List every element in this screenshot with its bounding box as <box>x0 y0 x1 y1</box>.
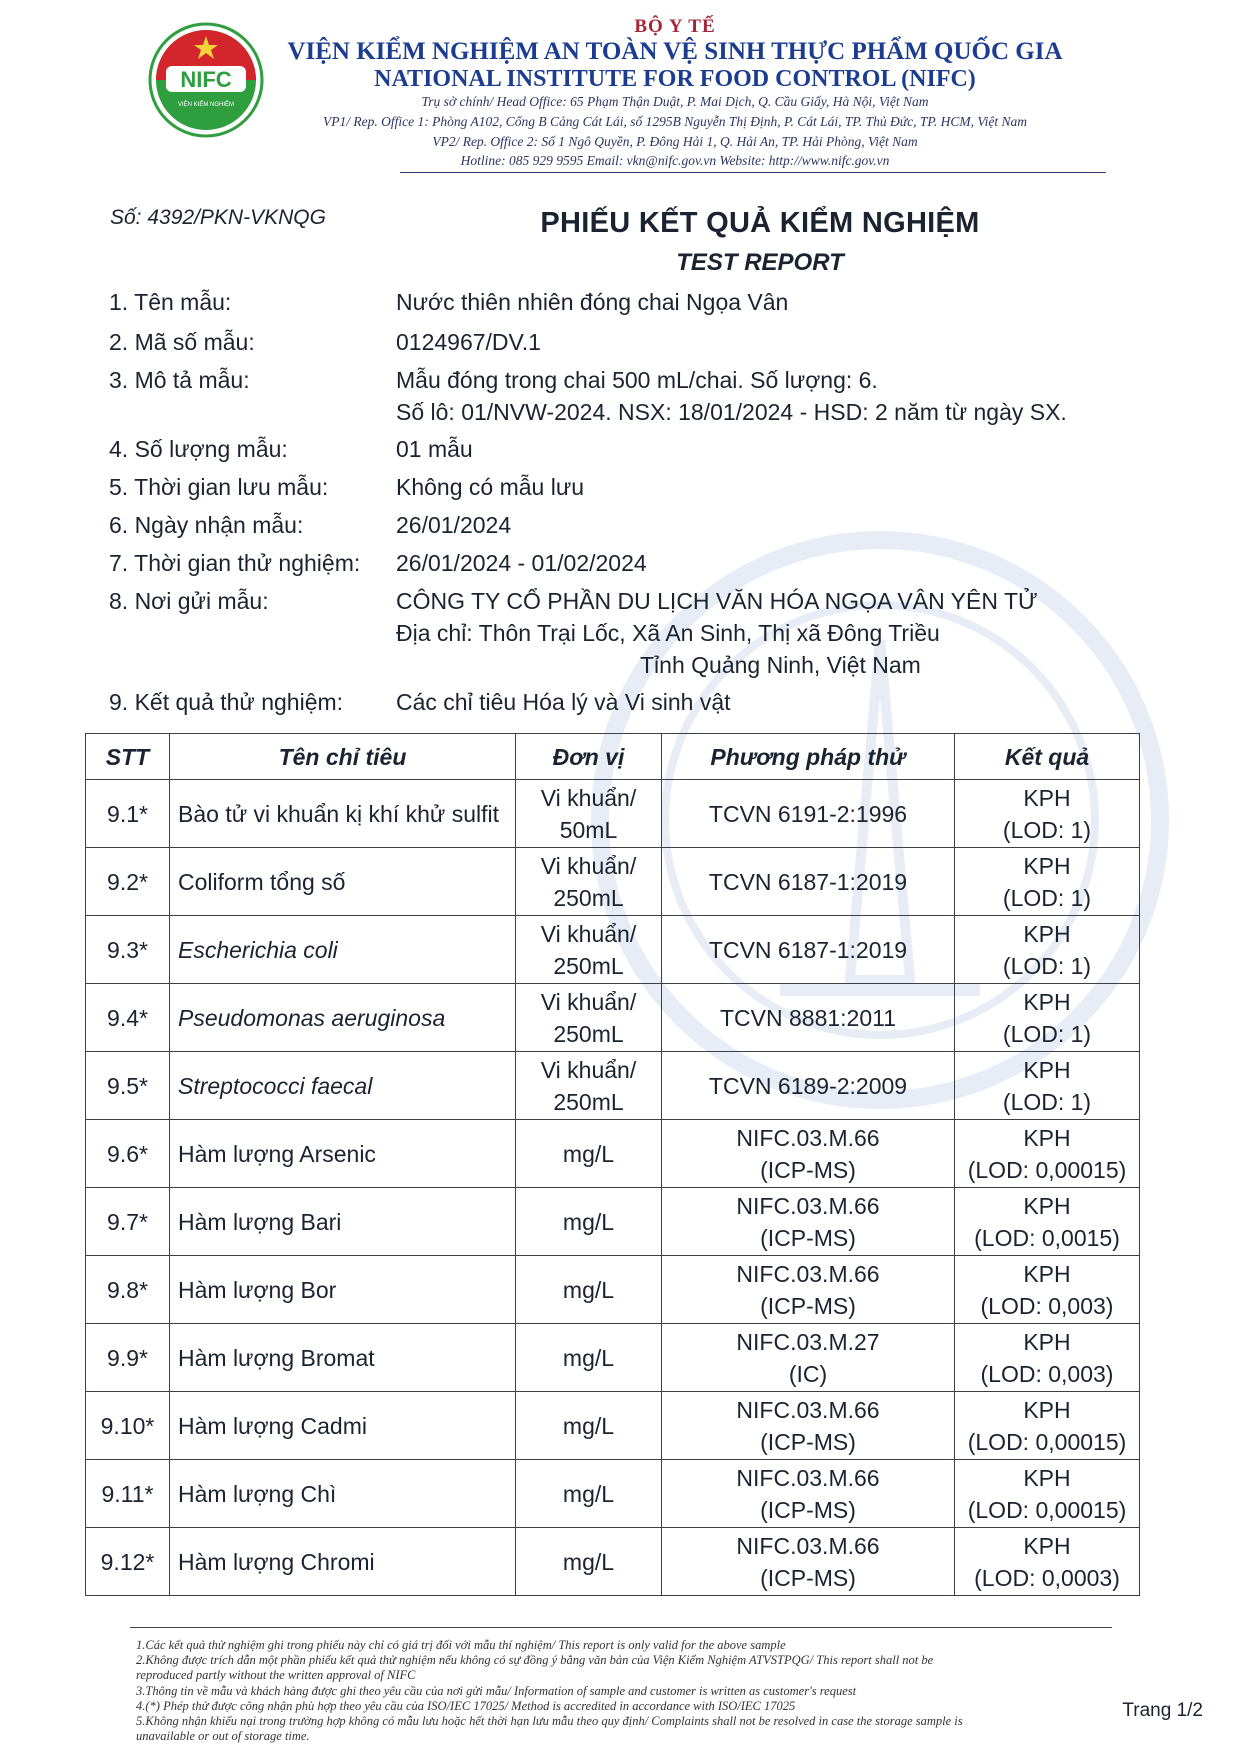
row-method <box>662 916 955 984</box>
method-line2: (ICP-MS) <box>760 1496 856 1523</box>
report-subtitle: TEST REPORT <box>676 249 844 276</box>
retention-time-label: 5. Thời gian lưu mẫu: <box>109 474 329 500</box>
row-unit: mg/L <box>516 1324 662 1392</box>
method-line2: (ICP-MS) <box>760 1428 856 1455</box>
row-parameter: Hàm lượng Arsenic <box>170 1120 516 1188</box>
row-unit: mg/L <box>516 1120 662 1188</box>
result-line1: KPH <box>1023 784 1071 811</box>
row-result <box>955 984 1140 1052</box>
table-row <box>86 1324 1140 1392</box>
result-line2: (LOD: 1) <box>1002 952 1092 979</box>
row-result <box>955 1120 1140 1188</box>
sample-description-line2: Số lô: 01/NVW-2024. NSX: 18/01/2024 - HSD: 2 năm từ ngày SX. <box>396 399 1067 425</box>
result-line2: (LOD: 0,0003) <box>974 1564 1120 1591</box>
row-parameter: Hàm lượng Chì <box>170 1460 516 1528</box>
ministry-name: BỘ Y TẾ <box>634 16 716 37</box>
row-unit: mg/L <box>516 1460 662 1528</box>
method-line1: TCVN 6189-2:2009 <box>708 1072 908 1099</box>
table-row <box>86 848 1140 916</box>
row-stt: 9.6* <box>86 1120 170 1188</box>
sample-description-line1: Mẫu đóng trong chai 500 mL/chai. Số lượng: 6. <box>396 367 878 393</box>
unit-line1: Vi khuẩn/ <box>540 784 637 811</box>
report-number: Số: 4392/PKN-VKNQG <box>110 206 326 229</box>
method-line1: TCVN 6187-1:2019 <box>708 868 908 895</box>
result-line2: (LOD: 0,00015) <box>967 1156 1127 1183</box>
method-line1: NIFC.03.M.66 <box>736 1532 880 1559</box>
result-line1: KPH <box>1023 1396 1071 1423</box>
test-period-label: 7. Thời gian thử nghiệm: <box>109 550 361 576</box>
method-line2: (ICP-MS) <box>760 1156 856 1183</box>
footnote-4: 4.(*) Phép thử được công nhận phù hợp theo yêu cầu của ISO/IEC 17025/ Method is accredited in accordance with ISO/IEC 17025 <box>136 1699 796 1713</box>
receipt-date-label: 6. Ngày nhận mẫu: <box>109 512 304 538</box>
table-row <box>86 1256 1140 1324</box>
row-stt: 9.10* <box>86 1392 170 1460</box>
unit-line1: Vi khuẩn/ <box>540 988 637 1015</box>
row-method <box>662 1256 955 1324</box>
test-period-value: 26/01/2024 - 01/02/2024 <box>396 550 647 576</box>
row-method <box>662 1052 955 1120</box>
table-header-row <box>86 734 1140 780</box>
institute-name-en: NATIONAL INSTITUTE FOR FOOD CONTROL (NIFC) <box>374 66 976 92</box>
row-result <box>955 1188 1140 1256</box>
row-stt: 9.8* <box>86 1256 170 1324</box>
institute-name-vn: VIỆN KIỂM NGHIỆM AN TOÀN VỆ SINH THỰC PHẨM QUỐC GIA <box>287 38 1063 65</box>
unit-line1: Vi khuẩn/ <box>540 1056 637 1083</box>
unit-line2: 250mL <box>553 1088 624 1115</box>
unit-line1: Vi khuẩn/ <box>540 920 637 947</box>
results-table <box>85 733 1140 1596</box>
row-method <box>662 1392 955 1460</box>
test-results-value: Các chỉ tiêu Hóa lý và Vi sinh vật <box>396 689 731 715</box>
row-method <box>662 1528 955 1596</box>
row-stt: 9.3* <box>86 916 170 984</box>
method-line1: NIFC.03.M.66 <box>736 1464 880 1491</box>
row-method <box>662 1188 955 1256</box>
sender-address-line1: Địa chỉ: Thôn Trại Lốc, Xã An Sinh, Thị xã Đông Triều <box>396 620 940 646</box>
footnote-5-cont: unavailable or out of storage time. <box>136 1729 310 1743</box>
row-stt: 9.9* <box>86 1324 170 1392</box>
row-parameter: Streptococci faecal <box>170 1052 516 1120</box>
row-method <box>662 1324 955 1392</box>
row-unit: mg/L <box>516 1256 662 1324</box>
header-parameter: Tên chỉ tiêu <box>170 734 516 780</box>
result-line2: (LOD: 0,003) <box>980 1292 1114 1319</box>
test-results-label: 9. Kết quả thử nghiệm: <box>109 689 344 715</box>
result-line2: (LOD: 1) <box>1002 1020 1092 1047</box>
unit-line2: 50mL <box>559 816 618 843</box>
row-parameter: Hàm lượng Bromat <box>170 1324 516 1392</box>
table-row <box>86 1052 1140 1120</box>
row-unit <box>516 984 662 1052</box>
header-method: Phương pháp thử <box>662 734 955 780</box>
sender-company: CÔNG TY CỔ PHẦN DU LỊCH VĂN HÓA NGỌA VÂN YÊN TỬ <box>396 588 1038 614</box>
row-stt: 9.1* <box>86 780 170 848</box>
method-line1: NIFC.03.M.66 <box>736 1124 880 1151</box>
header-stt: STT <box>86 734 170 780</box>
unit-line2: 250mL <box>553 884 624 911</box>
result-line2: (LOD: 1) <box>1002 816 1092 843</box>
method-line1: NIFC.03.M.66 <box>736 1192 880 1219</box>
row-stt: 9.12* <box>86 1528 170 1596</box>
result-line1: KPH <box>1023 1056 1071 1083</box>
table-row <box>86 1528 1140 1596</box>
table-row <box>86 984 1140 1052</box>
row-result <box>955 1528 1140 1596</box>
method-line1: NIFC.03.M.27 <box>736 1328 880 1355</box>
rep-office-1-address: VP1/ Rep. Office 1: Phòng A102, Cổng B Cảng Cát Lái, số 1295B Nguyễn Thị Định, P. Cát Lái, TP. Thủ Đức, TP. HCM, Việt Nam <box>322 114 1027 129</box>
method-line1: TCVN 6187-1:2019 <box>708 936 908 963</box>
row-stt: 9.5* <box>86 1052 170 1120</box>
row-stt: 9.2* <box>86 848 170 916</box>
sample-code-value: 0124967/DV.1 <box>396 329 541 355</box>
row-parameter: Hàm lượng Bor <box>170 1256 516 1324</box>
header-divider <box>400 172 1106 173</box>
retention-time-value: Không có mẫu lưu <box>396 474 585 500</box>
sample-code-label: 2. Mã số mẫu: <box>109 329 255 355</box>
method-line1: NIFC.03.M.66 <box>736 1260 880 1287</box>
rep-office-2-address: VP2/ Rep. Office 2: Số 1 Ngô Quyền, P. Đông Hải 1, Q. Hải An, TP. Hải Phòng, Việt Nam <box>432 134 918 149</box>
receipt-date-value: 26/01/2024 <box>396 512 512 538</box>
result-line1: KPH <box>1023 1124 1071 1151</box>
row-parameter: Hàm lượng Bari <box>170 1188 516 1256</box>
result-line1: KPH <box>1023 852 1071 879</box>
sample-quantity-value: 01 mẫu <box>396 436 473 462</box>
method-line1: TCVN 8881:2011 <box>719 1004 896 1031</box>
result-line2: (LOD: 0,0015) <box>974 1224 1120 1251</box>
unit-line2: 250mL <box>553 952 624 979</box>
method-line2: (ICP-MS) <box>760 1292 856 1319</box>
method-line1: NIFC.03.M.66 <box>736 1396 880 1423</box>
row-result <box>955 780 1140 848</box>
row-method <box>662 1460 955 1528</box>
row-stt: 9.11* <box>86 1460 170 1528</box>
row-method <box>662 1120 955 1188</box>
result-line2: (LOD: 0,00015) <box>967 1428 1127 1455</box>
result-line1: KPH <box>1023 988 1071 1015</box>
row-unit: mg/L <box>516 1392 662 1460</box>
result-line2: (LOD: 1) <box>1002 884 1092 911</box>
report-title: PHIẾU KẾT QUẢ KIỂM NGHIỆM <box>540 207 980 239</box>
nifc-logo <box>148 22 264 138</box>
row-result <box>955 848 1140 916</box>
row-unit <box>516 780 662 848</box>
footnote-2: 2.Không được trích dẫn một phần phiếu kết quả thử nghiệm nếu không có sự đồng ý bằng văn bản của Viện Kiểm Nghiệm ATVSTPQG/ This report shall not be <box>136 1653 934 1667</box>
row-stt: 9.7* <box>86 1188 170 1256</box>
row-result <box>955 1460 1140 1528</box>
head-office-address: Trụ sở chính/ Head Office: 65 Phạm Thận Duật, P. Mai Dịch, Q. Cầu Giấy, Hà Nội, Việt Nam <box>421 94 929 109</box>
header-unit: Đơn vị <box>516 734 662 780</box>
result-line1: KPH <box>1023 920 1071 947</box>
result-line1: KPH <box>1023 1464 1071 1491</box>
method-line2: (ICP-MS) <box>760 1224 856 1251</box>
contact-line: Hotline: 085 929 9595 Email: vkn@nifc.gov.vn Website: http://www.nifc.gov.vn <box>460 153 890 168</box>
page-number: Trang 1/2 <box>1122 1700 1203 1721</box>
row-unit <box>516 1052 662 1120</box>
row-parameter: Pseudomonas aeruginosa <box>170 984 516 1052</box>
result-line1: KPH <box>1023 1260 1071 1287</box>
sample-name-value: Nước thiên nhiên đóng chai Ngọa Vân <box>396 289 789 315</box>
method-line1: TCVN 6191-2:1996 <box>708 800 908 827</box>
header-result: Kết quả <box>955 734 1140 780</box>
table-row <box>86 1120 1140 1188</box>
result-line2: (LOD: 0,00015) <box>967 1496 1127 1523</box>
result-line1: KPH <box>1023 1532 1071 1559</box>
row-method <box>662 848 955 916</box>
unit-line2: 250mL <box>553 1020 624 1047</box>
row-result <box>955 1256 1140 1324</box>
table-row <box>86 916 1140 984</box>
row-parameter: Coliform tổng số <box>170 848 516 916</box>
footnote-2-cont: reproduced partly without the written approval of NIFC <box>136 1668 416 1682</box>
row-unit <box>516 916 662 984</box>
unit-line1: Vi khuẩn/ <box>540 852 637 879</box>
logo-text: NIFC <box>180 67 232 92</box>
footnote-5: 5.Không nhận khiếu nại trong trường hợp không có mẫu lưu hoặc hết thời hạn lưu mẫu theo quy định/ Complaints shall not be resolved in case the storage sample is <box>136 1714 963 1728</box>
row-unit: mg/L <box>516 1188 662 1256</box>
logo-subtext: VIỆN KIỂM NGHIỆM <box>177 102 235 108</box>
row-result <box>955 1392 1140 1460</box>
sample-quantity-label: 4. Số lượng mẫu: <box>109 436 288 462</box>
row-unit <box>516 848 662 916</box>
footnote-1: 1.Các kết quả thử nghiệm ghi trong phiếu này chỉ có giá trị đối với mẫu thí nghiệm/ This report is only valid for the above sample <box>136 1638 786 1652</box>
row-method <box>662 780 955 848</box>
row-unit: mg/L <box>516 1528 662 1596</box>
table-row <box>86 1460 1140 1528</box>
row-parameter: Escherichia coli <box>170 916 516 984</box>
method-line2: (IC) <box>788 1360 828 1387</box>
row-parameter: Hàm lượng Chromi <box>170 1528 516 1596</box>
row-parameter: Bào tử vi khuẩn kị khí khử sulfit <box>170 780 516 848</box>
row-result <box>955 1324 1140 1392</box>
row-parameter: Hàm lượng Cadmi <box>170 1392 516 1460</box>
table-row <box>86 780 1140 848</box>
footnote-3: 3.Thông tin về mẫu và khách hàng được ghi theo yêu cầu của nơi gửi mẫu/ Information of sample and customer is written as customer's request <box>136 1684 857 1698</box>
table-row <box>86 1392 1140 1460</box>
result-line1: KPH <box>1023 1192 1071 1219</box>
result-line2: (LOD: 0,003) <box>980 1360 1114 1387</box>
table-row <box>86 1188 1140 1256</box>
footnote-divider <box>130 1627 1112 1628</box>
sender-label: 8. Nơi gửi mẫu: <box>109 588 269 614</box>
row-result <box>955 916 1140 984</box>
row-result <box>955 1052 1140 1120</box>
row-stt: 9.4* <box>86 984 170 1052</box>
row-method <box>662 984 955 1052</box>
result-line2: (LOD: 1) <box>1002 1088 1092 1115</box>
sender-address-line2: Tỉnh Quảng Ninh, Việt Nam <box>640 652 921 678</box>
sample-description-label: 3. Mô tả mẫu: <box>109 367 250 393</box>
sample-name-label: 1. Tên mẫu: <box>109 289 232 315</box>
result-line1: KPH <box>1023 1328 1071 1355</box>
method-line2: (ICP-MS) <box>760 1564 856 1591</box>
